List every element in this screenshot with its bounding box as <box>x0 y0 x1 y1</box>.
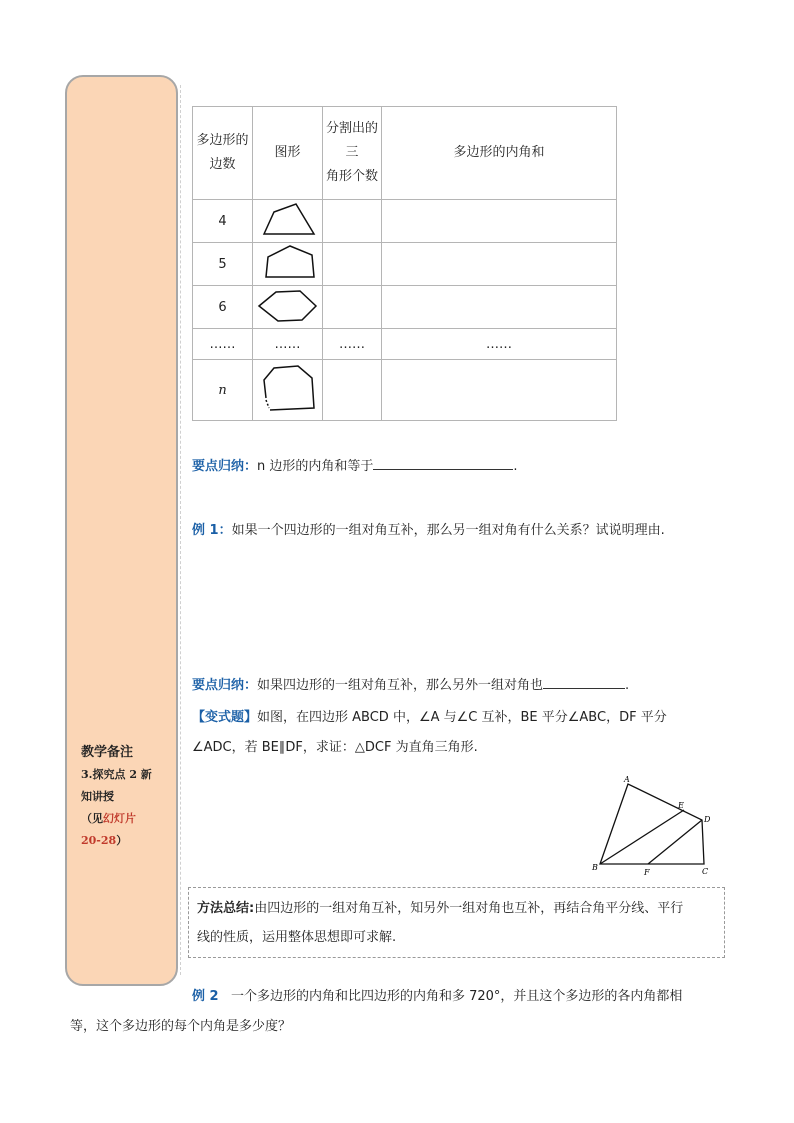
notes-slides-label: 幻灯片 <box>103 812 136 825</box>
label-c: C <box>702 867 709 876</box>
example-2-line-1: 一个多边形的内角和比四边形的内角和多 720°，并且这个多边形的各内角都相 <box>230 989 683 1004</box>
variant-line-2: ∠ADC，若 BE∥DF，求证：△DCF 为直角三角形. <box>192 740 478 755</box>
answer-blank-1[interactable] <box>373 455 513 470</box>
cell-triangles <box>323 200 382 243</box>
notes-title: 教学备注 <box>81 745 134 760</box>
key-point-1-text: n 边形的内角和等于 <box>257 459 374 474</box>
label-d: D <box>704 815 711 824</box>
key-point-2-text: 如果四边形的一组对角互补，那么另外一组对角也 <box>257 678 544 693</box>
quadrilateral-shape <box>253 200 323 243</box>
table-row <box>193 360 617 421</box>
example-1 <box>192 516 665 546</box>
n-gon-shape <box>253 360 323 421</box>
cell-sum <box>382 200 617 243</box>
cell-sum <box>382 286 617 329</box>
answer-blank-2[interactable] <box>543 674 625 689</box>
pentagon-shape <box>253 243 323 286</box>
cell-triangles <box>323 243 382 286</box>
example-2-label: 例 2 <box>192 989 219 1004</box>
table-header-row <box>193 107 617 200</box>
header-angle-sum: 多边形的内角和 <box>382 107 617 200</box>
margin-divider <box>180 85 181 975</box>
example-1-label: 例 1： <box>192 523 232 538</box>
example-2-cont <box>70 1012 291 1042</box>
method-line-2: 线的性质，运用整体思想即可求解. <box>197 930 397 945</box>
polygon-angle-table <box>192 106 617 421</box>
notes-paren-open: （见 <box>81 812 103 825</box>
key-point-2-label: 要点归纳： <box>192 678 258 693</box>
cell-sides: 6 <box>193 286 253 329</box>
label-f: F <box>644 868 650 877</box>
cell-sides: n <box>193 360 253 421</box>
cell-sum: …… <box>382 329 617 360</box>
label-b: B <box>592 863 598 872</box>
cell-triangles: …… <box>323 329 382 360</box>
notes-line-2: 知讲授 <box>81 790 114 803</box>
method-summary-box <box>188 887 725 958</box>
example-1-text: 如果一个四边形的一组对角互补，那么另一组对角有什么关系？试说明理由. <box>231 523 665 538</box>
cell-sum <box>382 360 617 421</box>
cell-shape-ellipsis: …… <box>253 329 323 360</box>
notes-paren-close: ） <box>116 834 128 847</box>
quadrilateral-abcd-figure <box>588 772 718 882</box>
cell-sides: 5 <box>193 243 253 286</box>
hexagon-shape <box>253 286 323 329</box>
header-shape: 图形 <box>253 107 323 200</box>
variant-problem-cont <box>192 733 478 763</box>
example-2-line-2: 等，这个多边形的每个内角是多少度？ <box>70 1019 292 1034</box>
notes-slides-range: 20-28 <box>81 834 117 847</box>
notes-line-3 <box>81 808 171 830</box>
table-row <box>193 200 617 243</box>
header-sides: 多边形的 边数 <box>193 107 253 200</box>
variant-line-1: 如图，在四边形 ABCD 中，∠A 与∠C 互补，BE 平分∠ABC，DF 平分 <box>257 710 667 725</box>
header-triangles: 分割出的 三 角形个数 <box>323 107 382 200</box>
key-point-2: 要点归纳：如果四边形的一组对角互补，那么另外一组对角也 . <box>192 671 629 701</box>
cell-triangles <box>323 286 382 329</box>
notes-line-1: 3.探究点 2 新 <box>81 768 152 781</box>
table-row <box>193 329 617 360</box>
table-row <box>193 286 617 329</box>
table-row <box>193 243 617 286</box>
cell-triangles <box>323 360 382 421</box>
cell-sum <box>382 243 617 286</box>
cell-sides: …… <box>193 329 253 360</box>
key-point-1: 要点归纳：n 边形的内角和等于 . <box>192 452 518 482</box>
notes-line-4 <box>81 830 171 852</box>
key-point-1-label: 要点归纳： <box>192 459 258 474</box>
label-a: A <box>624 775 630 784</box>
variant-problem <box>192 703 667 733</box>
variant-label: 【变式题】 <box>192 710 258 725</box>
label-e: E <box>678 801 684 810</box>
example-2 <box>192 982 682 1012</box>
cell-sides: 4 <box>193 200 253 243</box>
teaching-notes <box>81 742 171 852</box>
method-label: 方法总结: <box>197 901 255 916</box>
method-line-1: 由四边形的一组对角互补，知另外一组对角也互补，再结合角平分线、平行 <box>254 901 684 916</box>
